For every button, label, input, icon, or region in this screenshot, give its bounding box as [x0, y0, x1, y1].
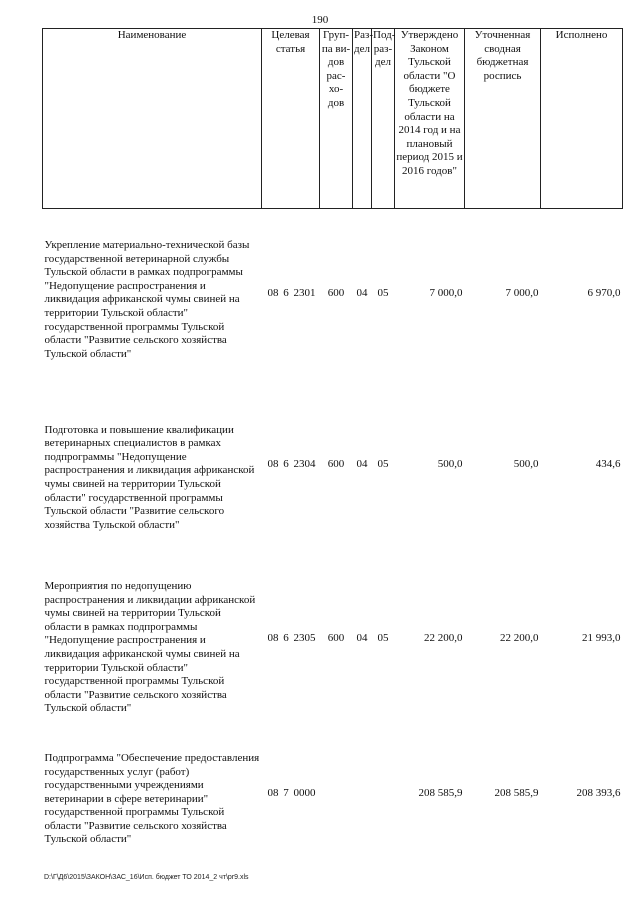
header-approved: Утверждено Законом Тульской области "О бюджете Тульской области на 2014 год и на плановый период 2015 и 2016 годов"	[395, 29, 465, 209]
table-row	[43, 209, 623, 380]
target-code-part: 0000	[293, 786, 316, 799]
table-row	[43, 729, 623, 859]
footer-file-path: D:\Г\Д6\2015\ЗАКОН\ЗАС_16\Исп. бюджет ТО 2014_2 чт\pr9.xls	[44, 874, 249, 881]
approved-cell: 500,0	[437, 457, 463, 470]
expense-group-cell: 600	[327, 457, 345, 470]
row-name: Мероприятия по недопущению распространения и ликвидации африканской чумы свиней на территории Тульской области в рамках подпрограммы "Недопущение распространения и ликвидация африканской чумы свиней на территории Тульской области" государственной программы Тульской области "Развитие сельского хозяйства Тульской области"	[44, 580, 256, 715]
section-cell	[353, 729, 372, 859]
target-article-cell	[262, 550, 320, 729]
target-article-cell	[262, 380, 320, 550]
section-cell: 04	[356, 457, 368, 470]
table-row	[43, 550, 623, 729]
page-number: 190	[311, 14, 329, 26]
header-section: Раз-дел	[353, 29, 372, 209]
header-expense-group: Груп-па ви-дов рас-хо-дов	[320, 29, 353, 209]
expense-group-cell	[320, 729, 353, 859]
subsection-cell	[372, 729, 395, 859]
expense-group-cell: 600	[327, 632, 345, 645]
target-code-part: 6	[283, 457, 289, 470]
revised-cell: 208 585,9	[494, 786, 539, 799]
target-code-part: 08	[267, 786, 279, 799]
approved-cell: 22 200,0	[424, 632, 463, 645]
header-name: Наименование	[43, 29, 262, 209]
target-code-part: 08	[267, 457, 279, 470]
target-code-part: 2301	[293, 287, 316, 300]
approved-cell: 208 585,9	[418, 786, 463, 799]
target-code-part: 08	[267, 287, 279, 300]
row-name: Подпрограмма "Обеспечение предоставления государственных услуг (работ) государственными учреждениями ветеринарии в сфере ветеринарии" государственной программы Тульской области "Развитие сельского хозяйства Тульской области"	[44, 751, 260, 846]
row-name: Подготовка и повышение квалификации ветеринарных специалистов в рамках подпрограммы "Недопущение распространения и ликвидация африканской чумы свиней на территории Тульской области" государственной программы Тульской области "Развитие сельского хозяйства Тульской области"	[44, 423, 255, 531]
section-cell: 04	[356, 632, 368, 645]
subsection-cell: 05	[377, 632, 389, 645]
header-executed: Исполнено	[541, 29, 623, 209]
approved-cell: 7 000,0	[429, 287, 463, 300]
table-row	[43, 380, 623, 550]
target-code-part: 2304	[293, 457, 316, 470]
subsection-cell: 05	[377, 287, 389, 300]
revised-cell: 500,0	[513, 457, 539, 470]
target-code-part: 2305	[293, 632, 316, 645]
section-cell: 04	[356, 287, 368, 300]
target-article-cell	[262, 729, 320, 859]
budget-table	[42, 28, 623, 859]
executed-cell: 6 970,0	[587, 287, 621, 300]
expense-group-cell: 600	[327, 287, 345, 300]
header-row	[43, 29, 623, 209]
row-name: Укрепление материально-технической базы государственной ветеринарной службы Тульской области в рамках подпрограммы "Недопущение распространения и ликвидация африканской чумы свиней на территории Тульской области" государственной программы Тульской области "Развитие сельского хозяйства Тульской области"	[44, 239, 250, 360]
revised-cell: 7 000,0	[505, 287, 539, 300]
subsection-cell: 05	[377, 457, 389, 470]
target-code-part: 6	[283, 287, 289, 300]
revised-cell: 22 200,0	[500, 632, 539, 645]
target-code-part: 7	[283, 786, 289, 799]
target-code-part: 6	[283, 632, 289, 645]
executed-cell: 434,6	[595, 457, 621, 470]
header-subsection: Под-раз-дел	[372, 29, 395, 209]
header-revised: Уточненная сводная бюджетная роспись	[465, 29, 541, 209]
executed-cell: 21 993,0	[582, 632, 621, 645]
header-target: Целевая статья	[262, 29, 320, 209]
target-article-cell	[262, 209, 320, 380]
executed-cell: 208 393,6	[576, 786, 621, 799]
target-code-part: 08	[267, 632, 279, 645]
